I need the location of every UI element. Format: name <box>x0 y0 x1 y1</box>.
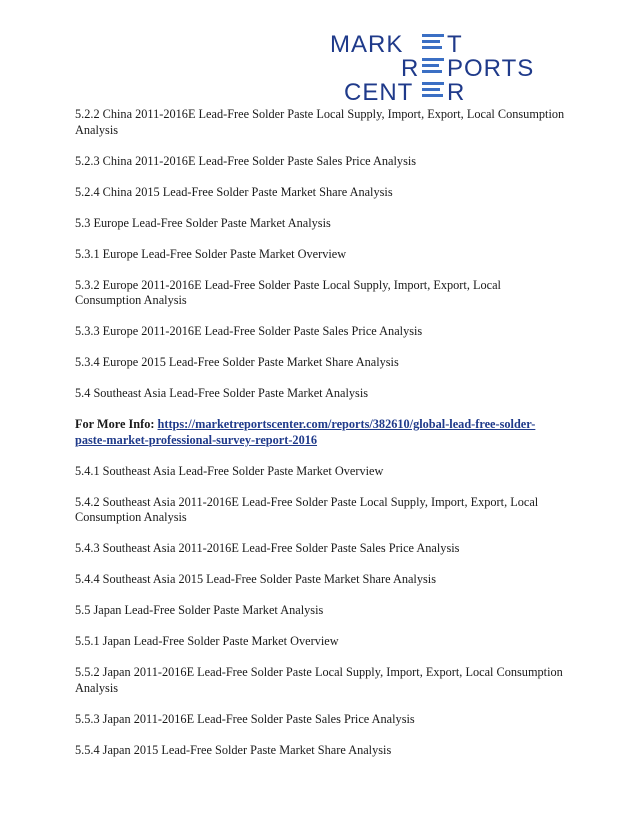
logo-line3-tail: R <box>447 79 466 104</box>
logo-line2-tail: PORTS <box>447 55 535 82</box>
toc-entry: 5.4.1 Southeast Asia Lead-Free Solder Paste Market Overview <box>75 463 384 478</box>
toc-entry: 5.4.4 Southeast Asia 2015 Lead-Free Solder Paste Market Share Analysis <box>75 572 436 586</box>
more-info-label: For More Info: <box>75 417 158 431</box>
toc-entry: 5.4.2 Southeast Asia 2011-2016E Lead-Free Solder Paste Local Supply, Import, Export, Local Consumption Analysis <box>75 494 539 524</box>
more-info <box>75 417 565 448</box>
toc-entry: 5.4.3 Southeast Asia 2011-2016E Lead-Free Solder Paste Sales Price Analysis <box>75 541 460 555</box>
toc-entry: 5.3.2 Europe 2011-2016E Lead-Free Solder Paste Local Supply, Import, Export, Local Consumption Analysis <box>75 277 501 307</box>
toc-content <box>75 107 565 774</box>
toc-entry: 5.3.4 Europe 2015 Lead-Free Solder Paste Market Share Analysis <box>75 355 399 369</box>
toc-entry: 5.2.3 China 2011-2016E Lead-Free Solder Paste Sales Price Analysis <box>75 153 417 168</box>
toc-entry: 5.3 Europe Lead-Free Solder Paste Market Analysis <box>75 215 331 230</box>
toc-entry: 5.4 Southeast Asia Lead-Free Solder Paste Market Analysis <box>75 386 369 400</box>
toc-entry: 5.2.2 China 2011-2016E Lead-Free Solder Paste Local Supply, Import, Export, Local Consumption Analysis <box>75 107 565 137</box>
logo-bars-icon <box>422 34 444 97</box>
logo-line1: MARK <box>330 31 404 58</box>
toc-entry: 5.3.3 Europe 2011-2016E Lead-Free Solder Paste Sales Price Analysis <box>75 324 423 338</box>
more-info-link[interactable]: https://marketreportscenter.com/reports/382610/global-lead-free-solder-paste-market-professional-survey-report-2016 <box>75 417 536 447</box>
toc-entry: 5.5.3 Japan 2011-2016E Lead-Free Solder Paste Sales Price Analysis <box>75 711 415 726</box>
logo-line1-tail: T <box>447 31 463 58</box>
logo-line3: CENT <box>344 79 414 104</box>
toc-entry: 5.5.2 Japan 2011-2016E Lead-Free Solder Paste Local Supply, Import, Export, Local Consumption Analysis <box>75 665 563 695</box>
toc-entry: 5.5 Japan Lead-Free Solder Paste Market Analysis <box>75 603 324 617</box>
logo-line2-r: R <box>401 55 420 82</box>
toc-entry: 5.2.4 China 2015 Lead-Free Solder Paste Market Share Analysis <box>75 184 393 199</box>
toc-entry: 5.3.1 Europe Lead-Free Solder Paste Market Overview <box>75 246 347 261</box>
toc-entry: 5.5.1 Japan Lead-Free Solder Paste Market Overview <box>75 634 339 648</box>
market-reports-center-logo <box>330 30 560 104</box>
toc-entry: 5.5.4 Japan 2015 Lead-Free Solder Paste Market Share Analysis <box>75 742 392 757</box>
